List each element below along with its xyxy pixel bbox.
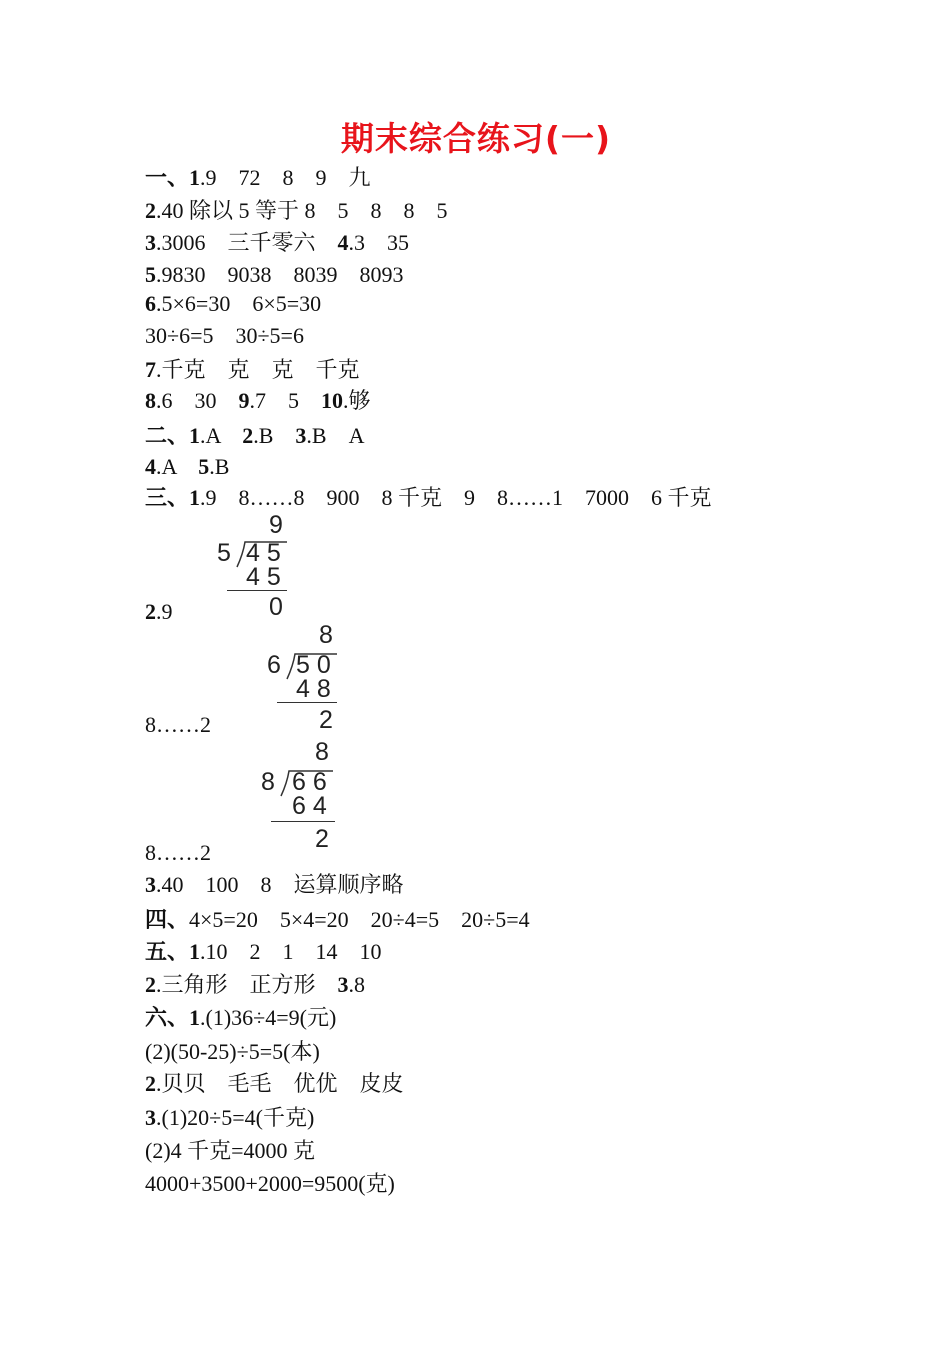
answer-line (145, 166, 371, 190)
answer-text: .9830 9038 8039 8093 (156, 262, 404, 287)
answer-text: .6 30 (156, 388, 239, 413)
answer-line (145, 231, 409, 255)
answer-text: .B (209, 454, 230, 479)
division-quotient: 8 (315, 738, 329, 766)
answer-text: .三角形 正方形 (156, 972, 338, 997)
answer-text: .够 (343, 388, 371, 413)
answer-text: .(1)20÷5=4(千克) (156, 1105, 315, 1130)
division-line (271, 821, 335, 822)
answer-text: (2)(50-25)÷5=5(本) (145, 1039, 320, 1064)
answer-text: .A (156, 454, 199, 479)
section-label: 四、 (145, 907, 190, 932)
long-division (265, 622, 345, 732)
answer-line (145, 1106, 314, 1130)
answer-line (145, 1072, 404, 1096)
division-quotient: 9 (269, 511, 283, 539)
section-label: 二、 (145, 423, 190, 448)
division-remainder: 2 (319, 706, 333, 734)
division-line (277, 702, 337, 703)
question-number: 2 (145, 972, 156, 997)
answer-line (145, 1040, 320, 1064)
division-divisor: 5 (217, 539, 231, 567)
division-remainder: 0 (269, 593, 283, 621)
answer-line (145, 841, 211, 865)
answer-line (145, 873, 404, 897)
answer-text: .A (200, 423, 243, 448)
answer-text: .(1)36÷4=9(元) (200, 1005, 337, 1030)
answer-text: .40 除以 5 等于 8 5 8 8 5 (156, 198, 448, 223)
answer-text: .5×6=30 6×5=30 (156, 291, 322, 316)
question-number: 2 (242, 423, 254, 448)
answer-line (145, 713, 211, 737)
division-dividend: 6 6 (292, 768, 327, 796)
answer-line (145, 455, 229, 479)
question-number: 1 (189, 1005, 201, 1030)
answer-line (145, 600, 173, 624)
answer-text: 8……2 (145, 840, 211, 865)
division-divisor: 6 (267, 651, 281, 679)
answer-line (145, 199, 448, 223)
question-number: 2 (145, 198, 156, 223)
answer-text: .10 2 1 14 10 (200, 939, 382, 964)
question-number: 8 (145, 388, 156, 413)
long-division (215, 512, 295, 622)
answer-line (145, 358, 360, 382)
division-quotient: 8 (319, 621, 333, 649)
question-number: 4 (337, 230, 349, 255)
answer-text: .9 8……8 900 8 千克 9 8……1 7000 6 千克 (200, 485, 712, 510)
question-number: 5 (198, 454, 210, 479)
question-number: 1 (189, 423, 201, 448)
answer-line (145, 1006, 336, 1030)
answer-line (145, 263, 404, 287)
page-title: 期末综合练习(一) (340, 119, 612, 158)
answer-text: .3006 三千零六 (156, 230, 338, 255)
answer-text: 4000+3500+2000=9500(克) (145, 1171, 395, 1196)
question-number: 1 (189, 939, 201, 964)
question-number: 10 (321, 388, 344, 413)
division-product: 4 5 (246, 563, 281, 591)
division-product: 6 4 (292, 792, 327, 820)
answer-text: 8……2 (145, 712, 211, 737)
question-number: 3 (145, 230, 156, 255)
answer-text: .7 5 (249, 388, 322, 413)
division-divisor: 8 (261, 768, 275, 796)
division-line (227, 590, 287, 591)
answer-line (145, 908, 530, 932)
answer-line (145, 424, 364, 448)
answer-text: .9 72 8 9 九 (200, 165, 371, 190)
answer-text: .9 (156, 599, 173, 624)
answer-text: .8 (348, 972, 366, 997)
answer-text: .B A (306, 423, 365, 448)
division-product: 4 8 (296, 675, 331, 703)
question-number: 4 (145, 454, 156, 479)
answer-line (145, 973, 365, 997)
question-number: 2 (145, 1071, 156, 1096)
question-number: 3 (145, 1105, 156, 1130)
answer-line (145, 1139, 315, 1163)
section-label: 六、 (145, 1005, 190, 1030)
answer-line (145, 1172, 395, 1196)
question-number: 3 (295, 423, 307, 448)
answer-text: 30÷6=5 30÷5=6 (145, 323, 304, 348)
answer-text: 4×5=20 5×4=20 20÷4=5 20÷5=4 (189, 907, 530, 932)
answer-text: .贝贝 毛毛 优优 皮皮 (156, 1071, 404, 1096)
section-label: 五、 (145, 939, 190, 964)
answer-line (145, 486, 712, 510)
answer-line (145, 940, 382, 964)
answer-text: .3 35 (348, 230, 410, 255)
question-number: 2 (145, 599, 156, 624)
question-number: 3 (145, 872, 156, 897)
division-remainder: 2 (315, 825, 329, 853)
answer-text: .40 100 8 运算顺序略 (156, 872, 404, 897)
question-number: 3 (337, 972, 349, 997)
question-number: 1 (189, 485, 201, 510)
division-dividend: 5 0 (296, 651, 331, 679)
answer-line (145, 324, 304, 348)
answer-line (145, 292, 321, 316)
question-number: 7 (145, 357, 156, 382)
question-number: 5 (145, 262, 156, 287)
section-label: 一、 (145, 165, 190, 190)
long-division (259, 738, 339, 853)
section-label: 三、 (145, 485, 190, 510)
answer-line (145, 389, 371, 413)
question-number: 1 (189, 165, 201, 190)
answer-text: (2)4 千克=4000 克 (145, 1138, 316, 1163)
division-dividend: 4 5 (246, 539, 281, 567)
question-number: 6 (145, 291, 156, 316)
question-number: 9 (238, 388, 250, 413)
answer-text: .B (253, 423, 296, 448)
answer-text: .千克 克 克 千克 (156, 357, 360, 382)
